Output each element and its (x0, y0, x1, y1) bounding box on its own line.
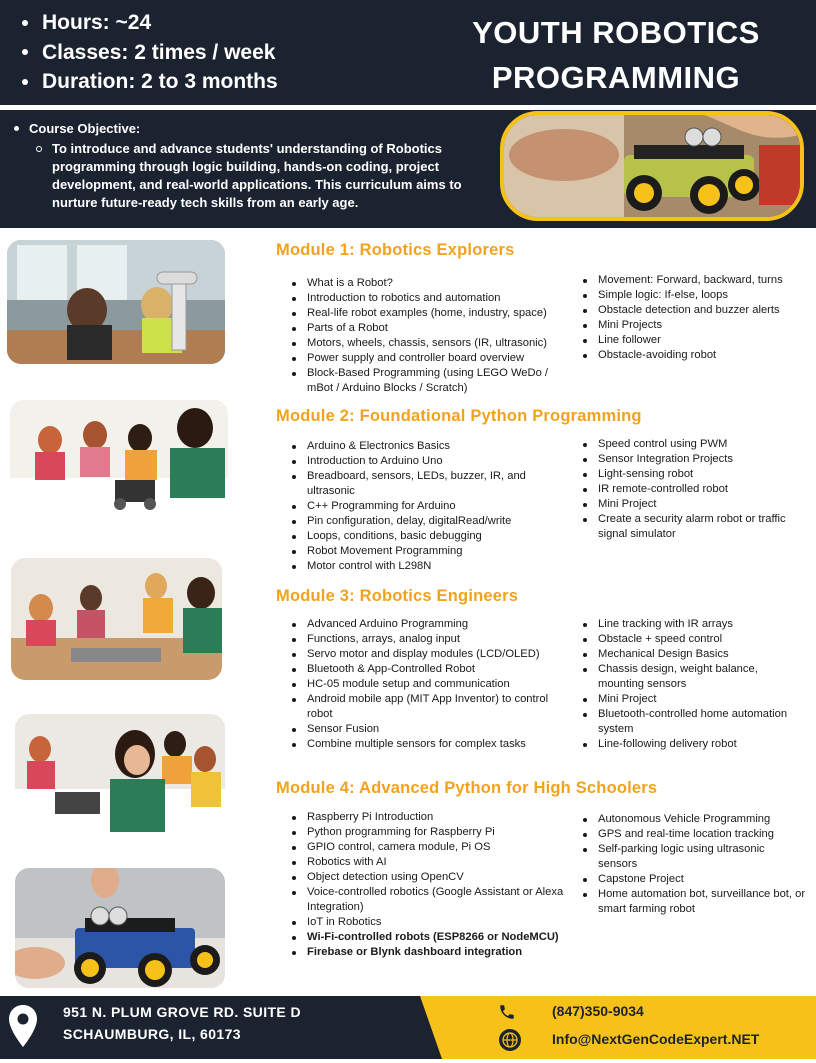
list-item: IR remote-controlled robot (576, 482, 806, 497)
module-3-topics-left (285, 617, 570, 752)
list-item: Obstacle detection and buzzer alerts (576, 303, 806, 318)
list-item: Parts of a Robot (285, 321, 570, 336)
list-item: Capstone Project (576, 872, 806, 887)
list-item: Self-parking logic using ultrasonic sensors (576, 842, 806, 872)
list-item: Home automation bot, surveillance bot, or smart farming robot (576, 887, 806, 917)
list-item: Sensor Fusion (285, 722, 570, 737)
hands-robot-car-photo (15, 868, 225, 988)
address-line-1: 951 N. PLUM GROVE RD. SUITE D (63, 1004, 301, 1020)
phone-number[interactable]: (847)350-9034 (552, 1003, 644, 1019)
map-pin-icon (8, 1004, 38, 1048)
list-item: Sensor Integration Projects (576, 452, 806, 467)
list-item: GPIO control, camera module, Pi OS (285, 840, 570, 855)
list-item: Firebase or Blynk dashboard integration (285, 945, 570, 960)
list-item: Advanced Arduino Programming (285, 617, 570, 632)
list-item: Wi-Fi-controlled robots (ESP8266 or NodeMCU) (285, 930, 570, 945)
list-item: Loops, conditions, basic debugging (285, 529, 570, 544)
address-line-2: SCHAUMBURG, IL, 60173 (63, 1026, 241, 1042)
list-item: Bluetooth & App-Controlled Robot (285, 662, 570, 677)
footer (0, 996, 816, 1059)
list-item: HC-05 module setup and communication (285, 677, 570, 692)
list-item: Motor control with L298N (285, 559, 570, 574)
smiling-girl-robot-photo (15, 714, 225, 832)
list-item: Block-Based Programming (using LEGO WeDo / mBot / Arduino Blocks / Scratch) (285, 366, 570, 396)
list-item: Mini Projects (576, 318, 806, 333)
module-4-title: Module 4: Advanced Python for High Schoolers (276, 779, 658, 797)
phone-icon (498, 1003, 516, 1021)
list-item: Simple logic: If-else, loops (576, 288, 806, 303)
module-4-topics-left (285, 810, 570, 960)
list-item: Combine multiple sensors for complex tasks (285, 737, 570, 752)
list-item: Speed control using PWM (576, 437, 806, 452)
list-item: Bluetooth-controlled home automation system (576, 707, 806, 737)
list-item: Obstacle + speed control (576, 632, 806, 647)
list-item: Light-sensing robot (576, 467, 806, 482)
list-item: Obstacle-avoiding robot (576, 348, 806, 363)
duration-fact: Duration: 2 to 3 months (42, 70, 278, 93)
list-item: Breadboard, sensors, LEDs, buzzer, IR, and ultrasonic (285, 469, 570, 499)
objective-label: Course Objective: (14, 121, 140, 136)
list-item: Introduction to Arduino Uno (285, 454, 570, 469)
list-item: Python programming for Raspberry Pi (285, 825, 570, 840)
robot-car-photo (500, 111, 804, 221)
list-item: GPS and real-time location tracking (576, 827, 806, 842)
module-2-topics-left (285, 439, 570, 574)
list-item: Chassis design, weight balance, mounting sensors (576, 662, 806, 692)
module-3-title: Module 3: Robotics Engineers (276, 587, 519, 605)
module-3-topics-right (576, 617, 806, 752)
course-facts (22, 8, 278, 97)
list-item: Mechanical Design Basics (576, 647, 806, 662)
module-4-topics-right (576, 812, 806, 917)
list-item: Motors, wheels, chassis, sensors (IR, ultrasonic) (285, 336, 570, 351)
list-item: Servo motor and display modules (LCD/OLED) (285, 647, 570, 662)
list-item: Pin configuration, delay, digitalRead/write (285, 514, 570, 529)
list-item: What is a Robot? (285, 276, 570, 291)
module-1-title: Module 1: Robotics Explorers (276, 241, 515, 259)
list-item: Line follower (576, 333, 806, 348)
module-2-topics-right (576, 437, 806, 542)
list-item: Robotics with AI (285, 855, 570, 870)
page-title: YOUTH ROBOTICS PROGRAMMING (472, 15, 760, 95)
list-item: Movement: Forward, backward, turns (576, 273, 806, 288)
globe-icon (498, 1028, 522, 1052)
list-item: Voice-controlled robotics (Google Assistant or Alexa Integration) (285, 885, 570, 915)
list-item: Arduino & Electronics Basics (285, 439, 570, 454)
list-item: Mini Project (576, 497, 806, 512)
classroom-robot-arm-photo (7, 240, 225, 364)
list-item: Line-following delivery robot (576, 737, 806, 752)
kids-classroom-photo (11, 558, 222, 680)
module-1-topics-right (576, 273, 806, 363)
list-item: Introduction to robotics and automation (285, 291, 570, 306)
list-item: Mini Project (576, 692, 806, 707)
kids-building-robot-photo (10, 400, 228, 524)
list-item: Line tracking with IR arrays (576, 617, 806, 632)
list-item: Robot Movement Programming (285, 544, 570, 559)
objective-text: To introduce and advance students' understanding of Robotics programming through logic building, hands-on coding, project development, and real-world applications. This curriculum aims to nurture future-ready tech skills from an early age. (36, 140, 486, 212)
module-1-topics-left (285, 276, 570, 396)
list-item: Real-life robot examples (home, industry, space) (285, 306, 570, 321)
module-2-title: Module 2: Foundational Python Programming (276, 407, 642, 425)
address (63, 1001, 301, 1045)
list-item: Android mobile app (MIT App Inventor) to control robot (285, 692, 570, 722)
list-item: Create a security alarm robot or traffic signal simulator (576, 512, 806, 542)
classes-fact: Classes: 2 times / week (42, 40, 276, 64)
list-item: Raspberry Pi Introduction (285, 810, 570, 825)
list-item: Object detection using OpenCV (285, 870, 570, 885)
list-item: IoT in Robotics (285, 915, 570, 930)
list-item: Power supply and controller board overview (285, 351, 570, 366)
email-link[interactable]: Info@NextGenCodeExpert.NET (552, 1031, 760, 1047)
list-item: C++ Programming for Arduino (285, 499, 570, 514)
list-item: Autonomous Vehicle Programming (576, 812, 806, 827)
header-banner (0, 0, 816, 105)
list-item: Functions, arrays, analog input (285, 632, 570, 647)
hours-fact: Hours: ~24 (42, 11, 152, 34)
